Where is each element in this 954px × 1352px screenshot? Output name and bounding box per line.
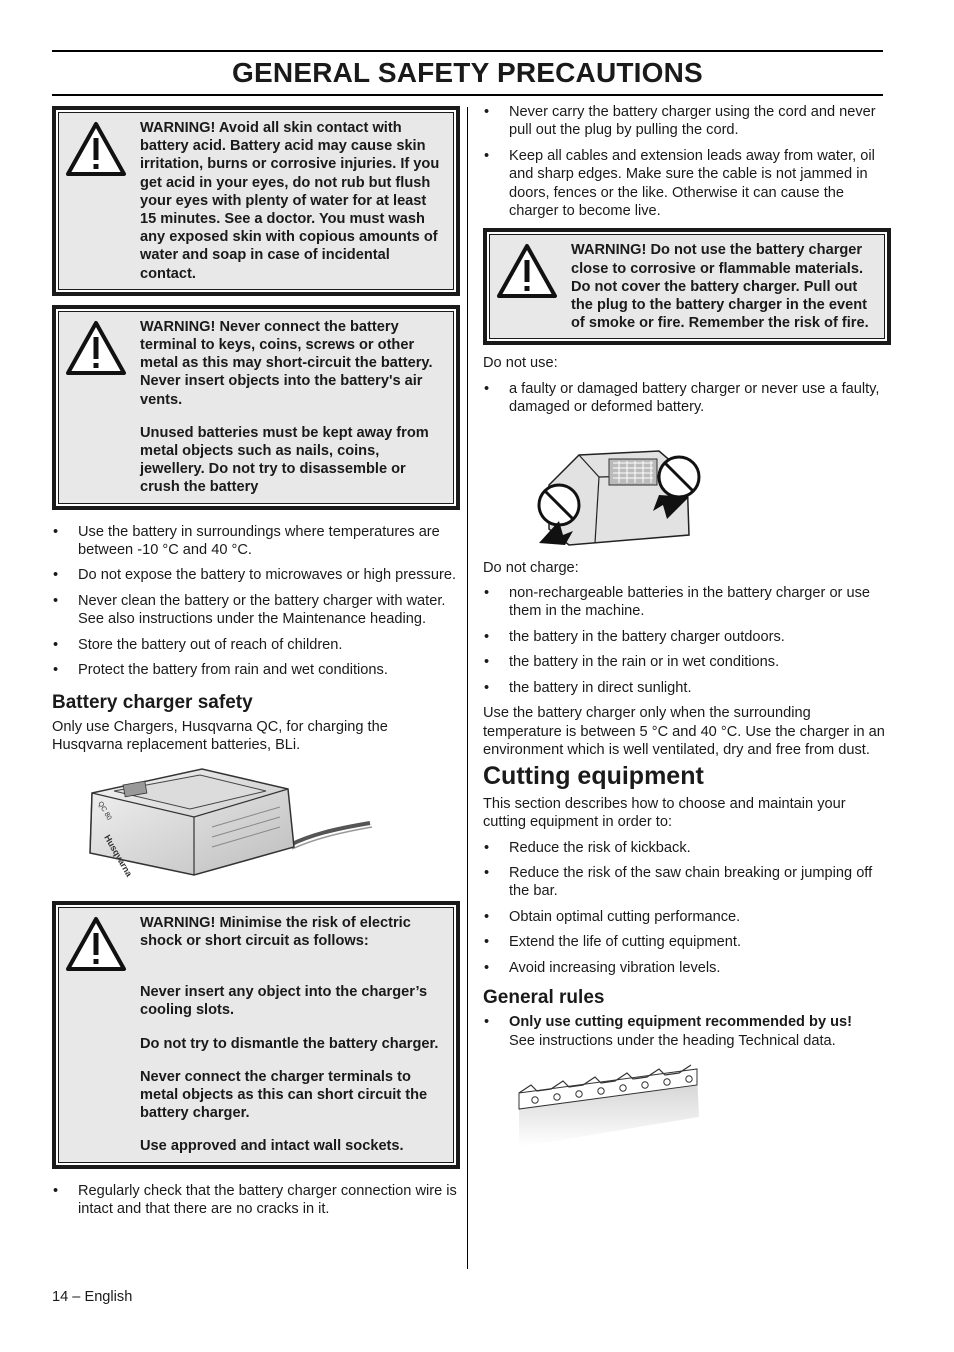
list-item: • Reduce the risk of kickback.: [483, 839, 891, 857]
warning-triangle-icon: [64, 120, 128, 178]
right-column: [483, 103, 891, 1157]
cutting-equipment-heading: Cutting equipment: [483, 762, 704, 791]
warning-box-fire: [483, 228, 891, 345]
warning-text: Never connect the charger terminals to metal objects as this can short circuit the battery charger.: [140, 1068, 428, 1122]
warning-triangle-icon: [64, 915, 128, 973]
header-rule-top: [52, 50, 883, 52]
list-item: • the battery in direct sunlight.: [483, 679, 891, 697]
temperature-text: Use the battery charger only when the surrounding temperature is between 5 °C and 40 °C. Use the charger in an environment which is well ventilated, dry and free from dust.: [483, 705, 885, 758]
warning-box-electric-shock: [52, 901, 460, 1169]
list-item: • Never carry the battery charger using the cord and never pull out the plug by pulling the cord.: [483, 103, 891, 140]
warning-text: Use approved and intact wall sockets.: [140, 1138, 404, 1155]
cutting-intro-text: This section describes how to choose and maintain your cutting equipment in order to:: [483, 795, 846, 831]
battery-usage-list: [52, 523, 460, 680]
header-rule-bottom: [52, 94, 883, 96]
battery-charger-illustration: [52, 763, 460, 893]
warning-triangle-icon: [64, 319, 128, 377]
list-item: • Extend the life of cutting equipment.: [483, 933, 891, 951]
warning-text: WARNING! Never connect the battery terminal to keys, coins, screws or other metal as this may short-circuit the battery. Never insert objects into the battery's air vents.: [140, 318, 433, 408]
list-item: • Keep all cables and extension leads away from water, oil and sharp edges. Make sure the cable is not jammed in doors, fences or the like. Otherwise it can cause the charger to become live.: [483, 147, 891, 221]
list-item: • the battery in the rain or in wet conditions.: [483, 653, 891, 671]
list-item: • Do not expose the battery to microwaves or high pressure.: [52, 566, 460, 584]
saw-chain-illustration: [517, 1057, 707, 1157]
warning-text: WARNING! Minimise the risk of electric shock or short circuit as follows:: [140, 914, 411, 949]
list-item: • the battery in the battery charger outdoors.: [483, 628, 891, 646]
list-item: • Avoid increasing vibration levels.: [483, 959, 891, 977]
column-divider: [467, 107, 468, 1269]
warning-text: Unused batteries must be kept away from metal objects such as nails, coins, jewellery. Do not try to disassemble or crush the battery: [140, 424, 429, 496]
do-not-use-list: [483, 380, 891, 417]
warning-triangle-icon: [495, 242, 559, 300]
list-item: [483, 1013, 891, 1050]
cutting-goals-list: [483, 839, 891, 977]
warning-text: WARNING! Do not use the battery charger close to corrosive or flammable materials. Do not cover the battery charger. Pull out the plug to the battery charger in the event of smoke or fire. Remember the risk of fire.: [571, 242, 869, 332]
warning-text: WARNING! Avoid all skin contact with battery acid. Battery acid may cause skin irritation, burns or corrosive injuries. If you get acid in your eyes, do not rub but flush your eyes with plenty of water for at least 15 minutes. See a doctor. You must wash any exposed skin with copious amounts of water and soap in case of incidental contact.: [140, 120, 440, 282]
do-not-charge-label: Do not charge:: [483, 559, 579, 576]
charger-logo-text: Husqvarna: [102, 832, 135, 879]
charger-model-text: QC 80: [96, 800, 113, 822]
list-item: • Protect the battery from rain and wet conditions.: [52, 661, 460, 679]
do-not-charge-list: [483, 584, 891, 697]
list-item: • Never clean the battery or the battery charger with water. See also instructions under the Maintenance heading.: [52, 592, 460, 629]
list-item: • non-rechargeable batteries in the battery charger or use them in the machine.: [483, 584, 891, 621]
warning-text: Never insert any object into the charger’s cooling slots.: [140, 984, 428, 1019]
damaged-battery-illustration: [519, 425, 719, 555]
left-column: [52, 106, 460, 1225]
general-rules-list: [483, 1013, 891, 1050]
list-item: • Regularly check that the battery charger connection wire is intact and that there are no cracks in it.: [52, 1182, 460, 1219]
list-item: • a faulty or damaged battery charger or never use a faulty, damaged or deformed battery.: [483, 380, 891, 417]
do-not-use-label: Do not use:: [483, 355, 558, 372]
list-item: • Use the battery in surroundings where temperatures are between -10 °C and 40 °C.: [52, 523, 460, 560]
charger-intro-text: Only use Chargers, Husqvarna QC, for charging the Husqvarna replacement batteries, BLi.: [52, 718, 388, 754]
battery-charger-safety-heading: Battery charger safety: [52, 691, 253, 713]
list-item: • Store the battery out of reach of children.: [52, 636, 460, 654]
rule-bold-text: Only use cutting equipment recommended by us!: [509, 1014, 853, 1031]
page-title: GENERAL SAFETY PRECAUTIONS: [232, 57, 703, 88]
charger-cord-list: [483, 103, 891, 220]
list-item: • Obtain optimal cutting performance.: [483, 908, 891, 926]
page-footer: 14 – English: [52, 1289, 133, 1305]
list-item: • Reduce the risk of the saw chain breaking or jumping off the bar.: [483, 864, 891, 901]
general-rules-heading: General rules: [483, 986, 605, 1008]
warning-text: Do not try to dismantle the battery charger.: [140, 1035, 439, 1052]
charger-check-list: [52, 1182, 460, 1219]
rule-text: See instructions under the heading Technical data.: [509, 1032, 836, 1049]
warning-box-terminal: [52, 305, 460, 510]
warning-box-acid: [52, 106, 460, 296]
